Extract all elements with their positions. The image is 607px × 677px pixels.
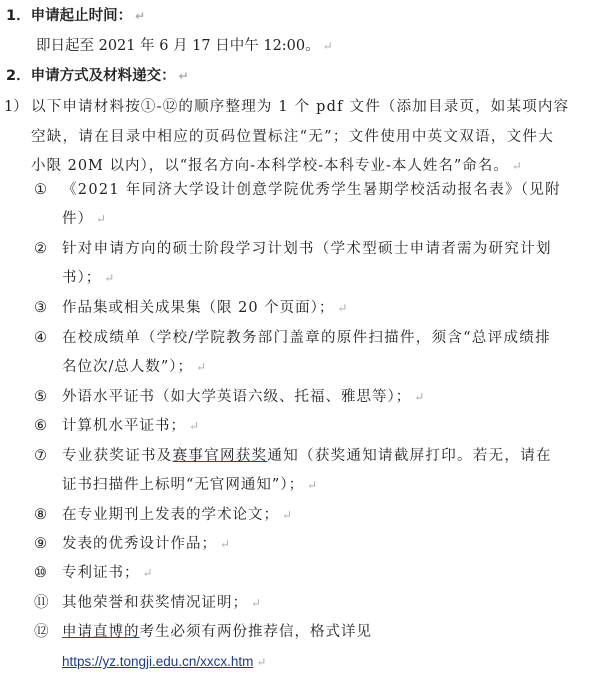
item-text: 书）； ↵ <box>62 270 116 286</box>
item-number: ⑨ <box>34 536 47 552</box>
item-text: 在校成绩单（学校/学院教务部门盖章的原件扫描件，须含“总评成绩排 <box>62 330 551 346</box>
underlined-text: 赛事官网获奖 <box>172 448 268 464</box>
section-1-heading: 1．申请起止时间： ↵ <box>6 8 146 24</box>
application-period: 即日起至 2021 年 6 月 17 日中午 12:00。 ↵ <box>36 38 333 54</box>
item-text: 其他荣誉和获奖情况证明； ↵ <box>62 595 263 611</box>
item-number: ⑪ <box>34 595 49 611</box>
item-number: ⑧ <box>34 507 47 523</box>
item-text: 发表的优秀设计作品； ↵ <box>62 536 232 552</box>
item-text: 专利证书； ↵ <box>62 565 154 581</box>
item-text: 名位次/总人数”）； ↵ <box>62 359 208 375</box>
item-number: ⑤ <box>34 389 47 405</box>
item-text: 申请直博的考生必须有两份推荐信，格式详见 <box>62 624 372 640</box>
para-number: 1） <box>4 99 28 115</box>
item-text: 证书扫描件上标明“无官网通知”）； ↵ <box>62 477 319 493</box>
item-link-line: https://yz.tongji.edu.cn/xxcx.htm ↵ <box>62 654 267 669</box>
item-number: ③ <box>34 300 47 316</box>
item-number: ① <box>34 182 47 198</box>
item-text: 计算机水平证书； ↵ <box>62 418 201 434</box>
para-line: 以下申请材料按①-⑫的顺序整理为 1 个 pdf 文件（添加目录页，如某项内容 <box>31 99 570 115</box>
item-text: 《2021 年同济大学设计创意学院优秀学生暑期学校活动报名表》（见附 <box>62 182 561 198</box>
section-2-heading: 2．申请方式及材料递交： ↵ <box>6 68 189 84</box>
item-number: ④ <box>34 330 47 346</box>
underlined-text: 申请直博的 <box>62 624 140 640</box>
item-number: ⑦ <box>34 448 47 464</box>
item-number: ⑩ <box>34 565 47 581</box>
para-line: 空缺，请在目录中相应的页码位置标注“无”；文件使用中英文双语，文件大 <box>31 129 555 145</box>
para-line: 小限 20M 以内），以“报名方向-本科学校-本科专业-本人姓名”命名。 ↵ <box>31 158 523 174</box>
item-text: 在专业期刊上发表的学术论文； ↵ <box>62 507 294 523</box>
recommendation-format-link[interactable]: https://yz.tongji.edu.cn/xxcx.htm <box>62 654 254 669</box>
item-text: 针对申请方向的硕士阶段学习计划书（学术型硕士申请者需为研究计划 <box>62 241 552 257</box>
item-text: 专业获奖证书及赛事官网获奖通知（获奖通知请截屏打印。若无，请在 <box>62 448 552 464</box>
item-number: ⑫ <box>34 624 49 640</box>
item-text: 件） ↵ <box>62 211 108 227</box>
item-text: 作品集或相关成果集（限 20 个页面）； ↵ <box>62 300 349 316</box>
item-number: ⑥ <box>34 418 47 434</box>
item-text: 外语水平证书（如大学英语六级、托福、雅思等）； ↵ <box>62 389 426 405</box>
item-number: ② <box>34 241 47 257</box>
